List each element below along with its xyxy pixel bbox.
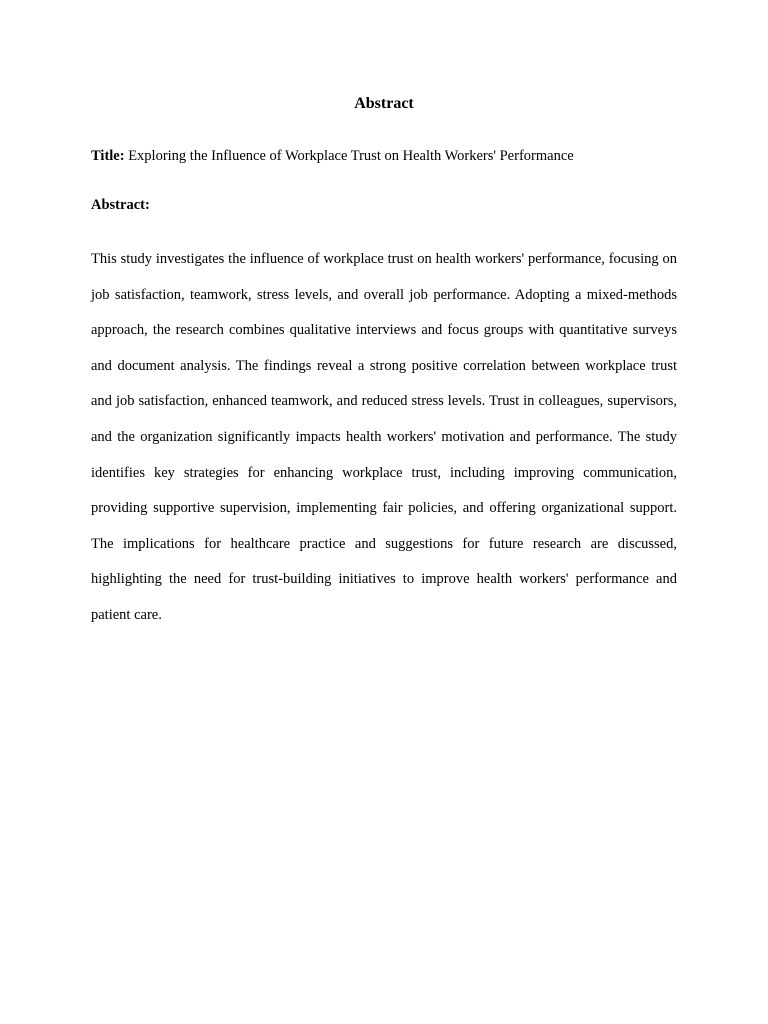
title-text: Exploring the Influence of Workplace Trust on Health Workers' Performance [124, 148, 574, 164]
abstract-label: Abstract: [91, 197, 150, 213]
abstract-body: This study investigates the influence of workplace trust on health workers' performance, focusing on job satisfaction, teamwork, stress levels, and overall job performance. Adopting a mixed-methods approach, the research combines qualitative interviews and focus groups with quantitative surveys and document analysis. The findings reveal a strong positive correlation between workplace trust and job satisfaction, enhanced teamwork, and reduced stress levels. Trust in colleagues, supervisors, and the organization significantly impacts health workers' motivation and performance. The study identifies key strategies for enhancing workplace trust, including improving communication, providing supportive supervision, implementing fair policies, and offering organizational support. The implications for healthcare practice and suggestions for future research are discussed, highlighting the need for trust-building initiatives to improve health workers' performance and patient care. [91, 251, 677, 623]
title-label: Title: [91, 148, 125, 164]
title-line [91, 146, 681, 166]
page-heading: Abstract [354, 95, 414, 112]
